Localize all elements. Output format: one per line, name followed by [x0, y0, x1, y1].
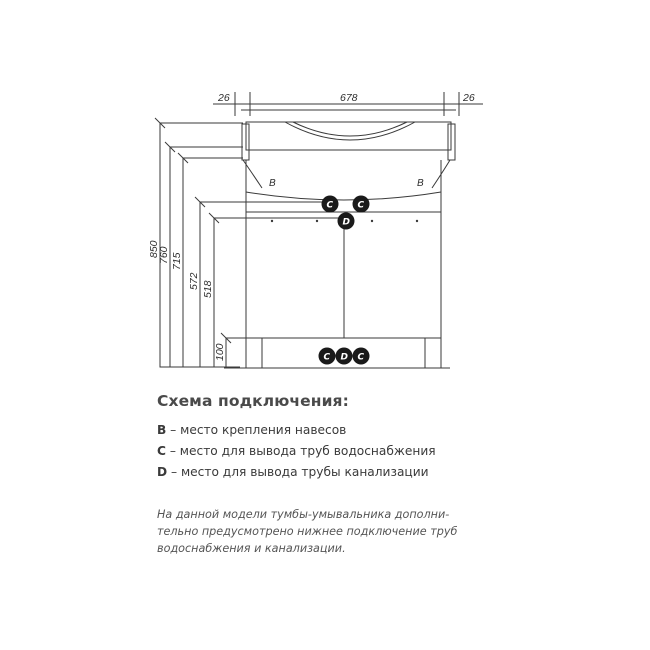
connection-legend: [157, 392, 627, 486]
dim-height-518: 518: [202, 280, 214, 298]
connection-badge-c-top-1: [322, 196, 339, 213]
legend-text: – место для вывода трубы канализации: [167, 465, 429, 479]
connection-badge-d-bottom: [336, 348, 353, 365]
svg-text:D: D: [340, 352, 348, 363]
hinge-dot: [316, 220, 318, 222]
dim-frame-100: [226, 338, 240, 367]
hinge-dot: [416, 220, 418, 222]
legend-item-d: [157, 465, 627, 479]
cabinet-top-curve: [246, 192, 441, 200]
note-line: водоснабжения и канализации.: [157, 542, 346, 555]
marker-b-right: B: [417, 178, 424, 189]
connection-badge-d-top: [338, 213, 355, 230]
note-line: тельно предусмотрено нижнее подключение труб: [157, 525, 458, 538]
svg-text:C: C: [323, 352, 331, 363]
dim-top-left: 26: [218, 92, 230, 104]
legend-item-c: [157, 444, 627, 458]
dim-height-100: 100: [214, 343, 226, 361]
svg-text:C: C: [357, 200, 365, 211]
legend-title: Схема подключения:: [157, 392, 349, 410]
svg-text:C: C: [357, 352, 365, 363]
legend-key: C: [157, 444, 166, 458]
dim-height-850: 850: [148, 240, 160, 258]
dim-height-760: 760: [158, 246, 170, 264]
basin-bowl-inner: [293, 122, 407, 136]
dim-frame-850: [160, 123, 243, 367]
legend-key: D: [157, 465, 168, 479]
dim-height-572: 572: [188, 272, 200, 290]
additional-connection-note: [157, 506, 492, 557]
dim-frame-518: [214, 218, 342, 367]
svg-text:D: D: [342, 217, 350, 228]
legend-item-b: [157, 423, 627, 437]
legend-key: B: [157, 423, 167, 437]
connection-badge-c-top-2: [353, 196, 370, 213]
legend-text: – место крепления навесов: [166, 423, 347, 437]
connection-badge-c-bottom-2: [353, 348, 370, 365]
svg-text:C: C: [326, 200, 334, 211]
dim-top-width: 678: [340, 92, 358, 104]
connection-badge-c-bottom-1: [319, 348, 336, 365]
dim-height-715: 715: [171, 252, 183, 270]
legend-text: – место для вывода труб водоснабжения: [165, 444, 436, 458]
note-line: На данной модели тумбы-умывальника дополни-: [157, 508, 450, 521]
dim-top-right: 26: [463, 92, 475, 104]
marker-b-left: B: [269, 178, 276, 189]
hinge-dot: [271, 220, 273, 222]
basin-bowl: [285, 122, 415, 140]
dim-frame-715: [183, 158, 243, 367]
hinge-dot: [371, 220, 373, 222]
dim-frame-572: [200, 202, 326, 367]
